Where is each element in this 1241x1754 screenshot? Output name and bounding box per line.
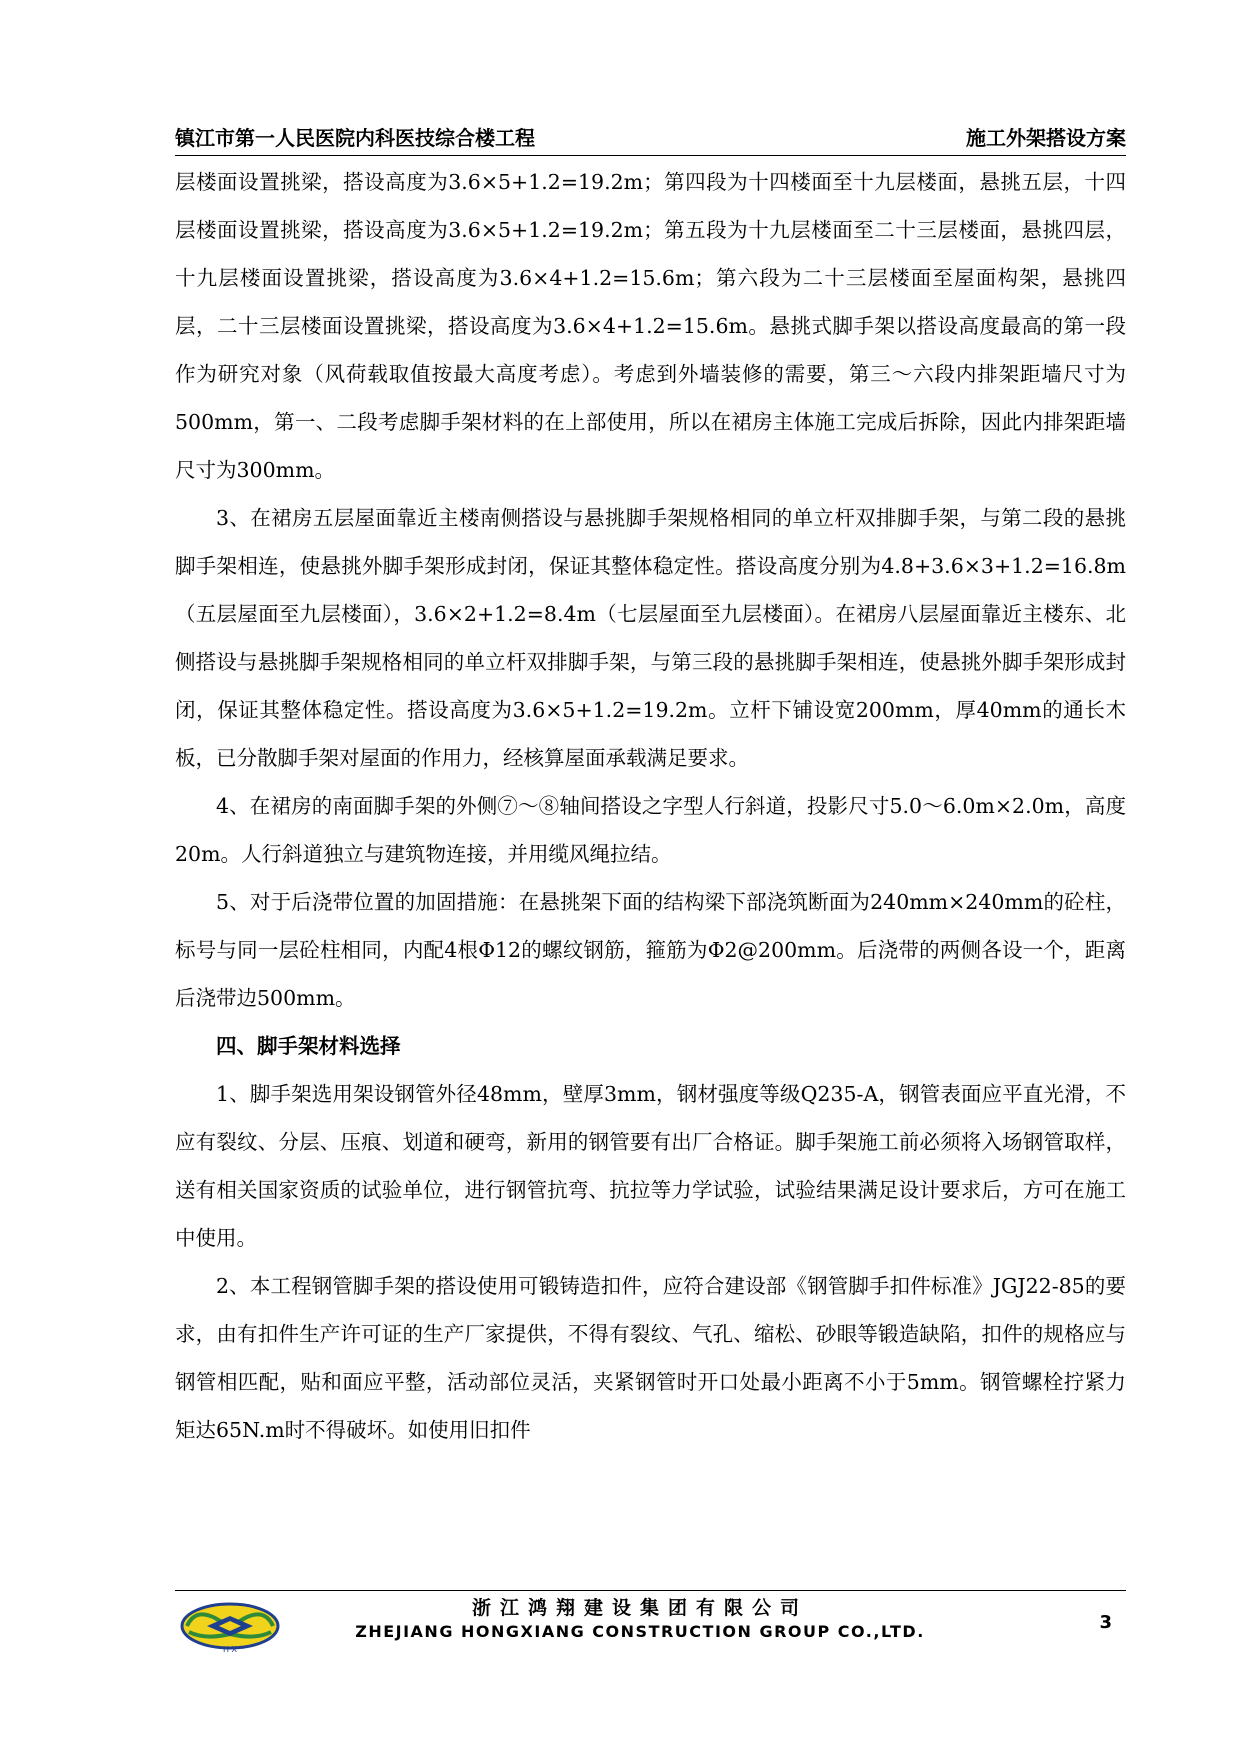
page-number: 3: [1099, 1612, 1112, 1633]
document-body: [175, 158, 1126, 1454]
company-name-en: ZHEJIANG HONGXIANG CONSTRUCTION GROUP CO.,LTD.: [355, 1622, 925, 1641]
footer-rule: [175, 1590, 1126, 1591]
company-name: [290, 1596, 990, 1644]
paragraph-material-2: 2、本工程钢管脚手架的搭设使用可锻铸造扣件，应符合建设部《钢管脚手扣件标准》JGJ22-85的要求，由有扣件生产许可证的生产厂家提供，不得有裂纹、气孔、缩松、砂眼等锻造缺陷，扣件的规格应与钢管相匹配，贴和面应平整，活动部位灵活，夹紧钢管时开口处最小距离不小于5mm。钢管螺栓拧紧力矩达65N.m时不得破坏。如使用旧扣件: [175, 1274, 1126, 1442]
paragraph-continued: 层楼面设置挑梁，搭设高度为3.6×5+1.2=19.2m；第四段为十四楼面至十九层楼面，悬挑五层，十四层楼面设置挑梁，搭设高度为3.6×5+1.2=19.2m；第五段为十九层楼面至二十三层楼面，悬挑四层，十九层楼面设置挑梁，搭设高度为3.6×4+1.2=15.6m；第六段为二十三层楼面至屋面构架，悬挑四层，二十三层楼面设置挑梁，搭设高度为3.6×4+1.2=15.6m。悬挑式脚手架以搭设高度最高的第一段作为研究对象（风荷载取值按最大高度考虑）。考虑到外墙装修的需要，第三～六段内排架距墙尺寸为500mm，第一、二段考虑脚手架材料的在上部使用，所以在裙房主体施工完成后拆除，因此内排架距墙尺寸为300mm。: [175, 170, 1126, 482]
svg-text:H X: H X: [222, 1645, 238, 1654]
company-name-cn: 浙江鸿翔建设集团有限公司: [471, 1597, 808, 1619]
paragraph-material-1: 1、脚手架选用架设钢管外径48mm，壁厚3mm，钢材强度等级Q235-A，钢管表面应平直光滑，不应有裂纹、分层、压痕、划道和硬弯，新用的钢管要有出厂合格证。脚手架施工前必须将入场钢管取样，送有相关国家资质的试验单位，进行钢管抗弯、抗拉等力学试验，试验结果满足设计要求后，方可在施工中使用。: [175, 1082, 1126, 1250]
paragraph-item-4: 4、在裙房的南面脚手架的外侧⑦～⑧轴间搭设之字型人行斜道，投影尺寸5.0～6.0m×2.0m，高度20m。人行斜道独立与建筑物连接，并用缆风绳拉结。: [175, 794, 1126, 866]
paragraph-item-3: 3、在裙房五层屋面靠近主楼南侧搭设与悬挑脚手架规格相同的单立杆双排脚手架，与第二段的悬挑脚手架相连，使悬挑外脚手架形成封闭，保证其整体稳定性。搭设高度分别为4.8+3.6×3+1.2=16.8m（五层屋面至九层楼面），3.6×2+1.2=8.4m（七层屋面至九层楼面）。在裙房八层屋面靠近主楼东、北侧搭设与悬挑脚手架规格相同的单立杆双排脚手架，与第三段的悬挑脚手架相连，使悬挑外脚手架形成封闭，保证其整体稳定性。搭设高度为3.6×5+1.2=19.2m。立杆下铺设宽200mm，厚40mm的通长木板，已分散脚手架对屋面的作用力，经核算屋面承载满足要求。: [175, 506, 1126, 770]
company-logo: [175, 1596, 285, 1654]
document-title: 施工外架搭设方案: [966, 126, 1126, 150]
project-title: 镇江市第一人民医院内科医技综合楼工程: [175, 126, 535, 150]
section-heading: 四、脚手架材料选择: [216, 1034, 401, 1058]
page-header: [175, 115, 1126, 156]
hongxiang-logo-icon: [175, 1596, 285, 1654]
paragraph-item-5: 5、对于后浇带位置的加固措施：在悬挑架下面的结构梁下部浇筑断面为240mm×240mm的砼柱，标号与同一层砼柱相同，内配4根Φ12的螺纹钢筋，箍筋为Φ2@200mm。后浇带的两侧各设一个，距离后浇带边500mm。: [175, 890, 1126, 1010]
